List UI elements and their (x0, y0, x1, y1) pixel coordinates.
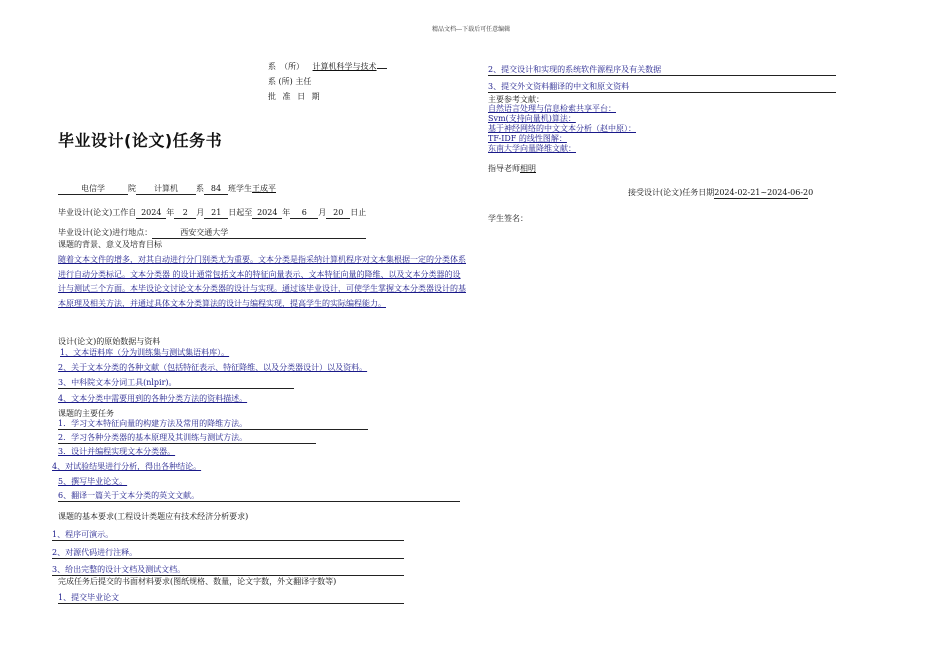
location-line (58, 228, 366, 239)
requirements-heading: 课题的基本要求(工程设计类题应有技术经济分析要求) (58, 512, 249, 521)
college-value: 电信学 (58, 184, 128, 195)
college-suffix: 院 (128, 184, 136, 193)
advisor-line (488, 164, 536, 174)
task-item-5: 5、撰写毕业论文。 (58, 477, 128, 486)
background-paragraph: 随着文本文件的增多，对其自动进行分门别类尤为重要。文本分类是指采纳计算机程序对文本集根据一定的分类体系进行自动分类标记。文本分类器 的设计通常包括文本的特征向量表示、文本特征向量的降维、以及文本分类器的设计与测试三个方面。本毕设论文讨论文本分类器的设计与实现。通过该毕业设计，可使学生掌握文本分类器设计的基本原理及相关方法，并通过具体文本分类算法的设计与编程实现，提高学生的实际编程能力。 (58, 255, 466, 308)
dept-head-label: 系 (所) 主任 (268, 77, 312, 86)
reference-item-5: 东南大学向量降维文献： (488, 144, 576, 153)
work-dates (58, 208, 366, 219)
task-item-6: 6、翻译一篇关于文本分类的英文文献。 (58, 491, 460, 502)
work-dates-label: 毕业设计(论文)工作自 (58, 208, 137, 217)
dept-value: 计算机科学与技术 (312, 62, 377, 71)
task-item-1: 1．学习文本特征向量的构建方法及常用的降维方法。 (58, 419, 368, 430)
month-label-1: 月 (196, 208, 205, 217)
end-label: 日止 (350, 208, 367, 217)
background-heading: 课题的背景、意义及培育目标 (58, 240, 162, 249)
location-label: 毕业设计(论文)进行地点： (58, 228, 153, 237)
advisor-label: 指导老师 (488, 164, 520, 173)
reference-item-4: TF-IDF 的线性图解： (488, 134, 567, 143)
material-item-3: 3、提交外文资料翻译的中文和原文资料 (488, 82, 836, 93)
dept-line (268, 62, 387, 72)
class-suffix: 班学生 (228, 184, 252, 193)
year-label-2: 年 (282, 208, 291, 217)
requirement-item-2: 2、对源代码进行注释。 (52, 548, 404, 559)
background-text (58, 253, 466, 311)
year-label-1: 年 (166, 208, 175, 217)
task-item-3: 3．设计并编程实现文本分类器。 (58, 447, 176, 456)
receive-line (628, 188, 814, 199)
approval-date-label: 批 准 日 期 (268, 92, 322, 101)
reference-item-1: 自然语言处理与信息检索共享平台： (488, 104, 616, 113)
dept-value-field: 计算机 (136, 184, 196, 195)
raw-data-item-3: 3、中科院文本分词工具(nlpir)。 (58, 378, 294, 389)
receive-label: 接受设计(论文)任务日期 (628, 188, 715, 197)
dept-label: 系 （所） (268, 62, 304, 71)
start-mid: 日起至 (228, 208, 253, 217)
receive-date: 2024-02-21~2024-06-20 (714, 188, 814, 197)
raw-data-heading: 设计(论文)的原始数据与资料 (58, 337, 161, 346)
month-label-2: 月 (318, 208, 327, 217)
raw-data-item-4: 4、文本分类中需要用到的各种分类方法的资料描述。 (58, 394, 248, 403)
class-no: 84 (204, 184, 228, 195)
student-signature-label: 学生签名： (488, 214, 528, 223)
tasks-heading: 课题的主要任务 (58, 409, 114, 418)
requirement-item-1: 1、程序可演示。 (52, 530, 404, 541)
start-month: 2 (174, 208, 196, 219)
references-heading: 主要参考文献： (488, 95, 544, 104)
material-item-1: 1、提交毕业论文 (58, 593, 404, 604)
end-month: 6 (290, 208, 318, 219)
page-header: 精品文档---下载后可任意编辑 (432, 26, 511, 33)
student-name: 王成平 (252, 184, 276, 193)
raw-data-item-2: 2、关于文本分类的各种文献（包括特征表示、特征降维、以及分类器设计）以及资料。 (58, 363, 368, 372)
materials-heading: 完成任务后提交的书面材料要求(图纸规格、数量，论文字数，外文翻译字数等) (58, 577, 337, 586)
material-item-2: 2、提交设计和实现的系统软件源程序及有关数据 (488, 65, 836, 76)
end-day: 20 (326, 208, 350, 219)
start-day: 21 (204, 208, 228, 219)
start-year: 2024 (136, 208, 166, 219)
page-title: 毕业设计(论文)任务书 (58, 131, 223, 150)
end-year: 2024 (252, 208, 282, 219)
task-item-4: 4、对试验结果进行分析，得出各种结论。 (52, 462, 202, 471)
advisor-name: 相明 (520, 164, 536, 173)
raw-data-item-1: 1、文本语料库（分为训练集与测试集语料库）。 (60, 348, 230, 357)
dept-suffix: 系 (196, 184, 204, 193)
reference-item-3: 基于神经网络的中文文本分析（赵中原）： (488, 124, 636, 133)
reference-item-2: Svm(支持向量机)算法： (488, 114, 576, 123)
task-item-2: 2．学习各种分类器的基本原理及其训练与测试方法。 (58, 433, 316, 444)
requirement-item-3: 3、给出完整的设计文档及测试文档。 (52, 565, 404, 576)
student-line (58, 184, 276, 195)
location-value: 西安交通大学 (152, 228, 366, 239)
